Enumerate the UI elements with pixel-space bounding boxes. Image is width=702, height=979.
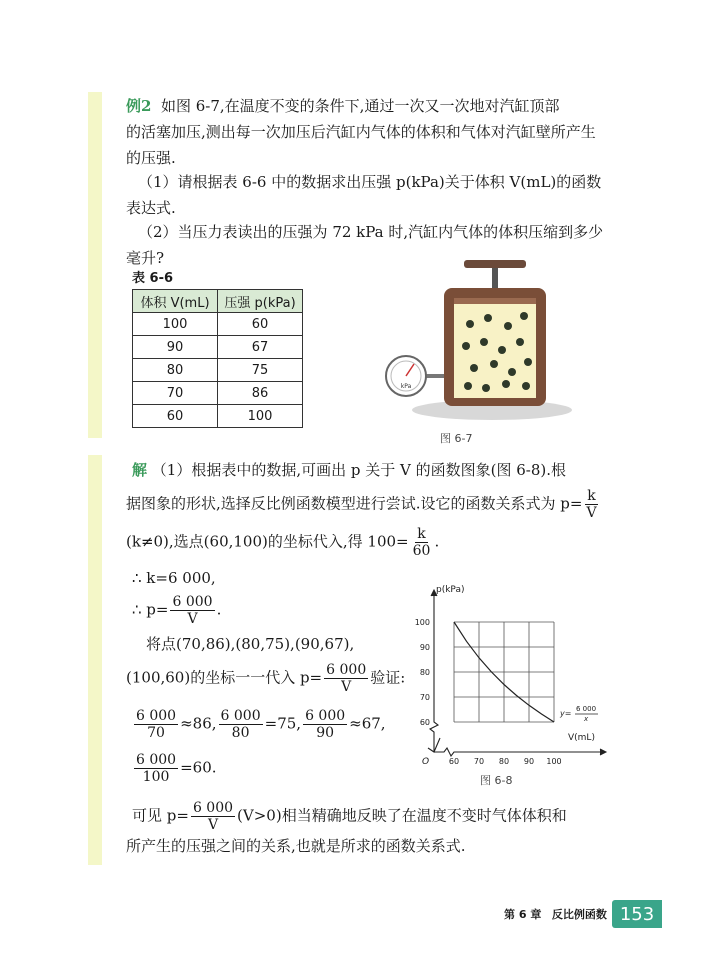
fraction-denominator: 100 [142, 769, 170, 785]
solution-text-8a: 可见 p= [132, 806, 189, 825]
series-label-numerator: 6 000 [576, 705, 597, 713]
solution-line-2 [126, 488, 601, 521]
chart-axes [428, 590, 606, 756]
question-1b [126, 196, 176, 220]
x-axis [434, 748, 606, 756]
table-row [133, 359, 303, 382]
table-cell: 60 [133, 405, 218, 428]
figure-6-8-chart [400, 582, 630, 772]
y-tick-label: 80 [419, 668, 430, 677]
fraction-6000-over-v [170, 594, 214, 627]
solution-label: 解 [132, 461, 148, 479]
fraction-denominator: 90 [316, 725, 335, 741]
table-cell: 60 [218, 313, 303, 336]
y-tick-label: 90 [419, 643, 430, 652]
piston-handle [464, 260, 526, 268]
solution-line-5: ∴ p= $\frac{6 000}{V}$ . [132, 594, 222, 627]
example-label: 例2 [126, 97, 152, 115]
solution-line-4 [132, 566, 216, 590]
question-2b-text: 毫升? [126, 249, 165, 267]
example-line-2 [126, 120, 596, 144]
x-tick-label: 70 [473, 757, 485, 766]
solution-line-10 [132, 800, 567, 833]
solution-text-1: （1）根据表中的数据,可画出 p 关于 V 的函数图象(图 6-8).根 [151, 461, 567, 479]
question-2a-text: （2）当压力表读出的压强为 72 kPa 时,汽缸内气体的体积压缩到多少 [138, 223, 604, 241]
solution-text-2: 据图象的形状,选择反比例函数模型进行尝试.设它的函数关系式为 p= [126, 494, 583, 513]
chart-ticks [415, 618, 562, 766]
data-table [132, 289, 303, 428]
solution-text-9: 所产生的压强之间的关系,也就是所求的函数关系式. [126, 837, 466, 855]
fraction-numerator: 6 000 [136, 752, 177, 768]
chapter-title: 反比例函数 [551, 908, 607, 921]
table-cell: 100 [218, 405, 303, 428]
table-cell: 70 [133, 382, 218, 405]
fraction-k-over-60 [411, 526, 433, 559]
y-tick-label: 100 [414, 618, 430, 627]
series-label-denominator: x [584, 715, 589, 723]
question-1a [138, 170, 601, 194]
result-2: =75, [264, 714, 302, 733]
fraction-denominator: V [187, 611, 198, 627]
fraction-numerator: 6 000 [192, 800, 234, 816]
solution-text-3: (k≠0),选点(60,100)的坐标代入,得 100= [126, 532, 409, 551]
example-line-1 [126, 94, 559, 118]
table-cell: 86 [218, 382, 303, 405]
x-tick-label: 60 [448, 757, 460, 766]
fraction-denominator: V [207, 817, 219, 833]
figure-6-8-caption: 图 6-8 [480, 774, 513, 787]
fraction-numerator: 6 000 [136, 708, 177, 724]
cylinder-illustration [380, 258, 580, 428]
fraction-k-over-v [584, 488, 598, 521]
x-tick-label: 80 [498, 757, 510, 766]
table-row [133, 405, 303, 428]
y-axis-label: p(kPa) [436, 585, 465, 595]
example-line-3 [126, 146, 176, 170]
series-label-prefix: y= [560, 709, 572, 718]
table-cell: 75 [218, 359, 303, 382]
fraction-6000-over-100 [134, 752, 178, 785]
footer-chapter [504, 906, 607, 922]
table-cell: 90 [133, 336, 218, 359]
table-header-volume: 体积 V(mL) [133, 290, 218, 313]
fraction-denominator: 70 [147, 725, 165, 741]
example-text-1: 如图 6-7,在温度不变的条件下,通过一次又一次地对汽缸顶部 [160, 97, 560, 115]
x-tick-label: 100 [546, 757, 562, 766]
fraction-numerator: 6 000 [326, 662, 367, 678]
fraction-6000-over-90 [303, 708, 347, 741]
table-header-pressure: 压强 p(kPa) [218, 290, 303, 313]
table-caption: 表 6-6 [132, 271, 174, 286]
y-tick-label: 70 [419, 693, 430, 702]
fraction-numerator: 6 000 [220, 708, 261, 724]
fraction-6000-over-v-3 [191, 800, 235, 833]
question-2a [138, 220, 603, 244]
result-3: ≈67, [349, 714, 386, 733]
fraction-6000-over-70 [134, 708, 178, 741]
margin-highlight-top [88, 92, 102, 438]
solution-text-6: 将点(70,86),(80,75),(90,67), [146, 635, 355, 653]
piston-plate [454, 298, 536, 304]
table-cell: 67 [218, 336, 303, 359]
example-text-2: 的活塞加压,测出每一次加压后汽缸内气体的体积和气体对汽缸壁所产生 [126, 123, 596, 141]
fraction-6000-over-80 [219, 708, 263, 741]
solution-text-4: ∴ k=6 000, [132, 569, 216, 587]
chart-grid [454, 622, 554, 722]
fraction-denominator: V [586, 505, 597, 521]
fraction-denominator: 60 [412, 543, 431, 559]
x-tick-label: 90 [523, 757, 535, 766]
result-4: =60. [180, 758, 217, 777]
fraction-numerator: 6 000 [172, 594, 213, 610]
y-tick-label: 60 [419, 718, 430, 727]
solution-text-8b: (V>0)相当精确地反映了在温度不变时气体体积和 [237, 806, 567, 825]
solution-line-1 [132, 458, 566, 482]
table-row [133, 336, 303, 359]
y-axis [430, 592, 438, 752]
margin-highlight-bottom [88, 455, 102, 865]
table-row [133, 382, 303, 405]
solution-line-11 [126, 834, 466, 858]
gauge-label: kPa [400, 383, 412, 390]
table-cell: 100 [133, 313, 218, 336]
result-1: ≈86, [180, 714, 217, 733]
fraction-denominator: 80 [231, 725, 250, 741]
solution-line-7 [126, 662, 405, 695]
table-cell: 80 [133, 359, 218, 382]
solution-line-3: (k≠0),选点(60,100)的坐标代入,得 100= $\frac{k}{60}$ . [126, 526, 440, 559]
chapter-number: 第 6 章 [504, 908, 542, 921]
figure-6-7-caption: 图 6-7 [440, 432, 473, 445]
solution-line-9 [132, 752, 217, 785]
page-number: 153 [612, 900, 662, 928]
fraction-numerator: k [417, 526, 426, 542]
solution-line-8 [132, 708, 386, 741]
example-text-3: 的压强. [126, 149, 176, 167]
fraction-6000-over-v-2 [324, 662, 368, 695]
solution-text-5: ∴ p= [132, 600, 169, 619]
question-1a-text: （1）请根据表 6-6 中的数据求出压强 p(kPa)关于体积 V(mL)的函数 [138, 173, 602, 191]
solution-text-7b: 验证: [370, 668, 406, 687]
fraction-numerator: 6 000 [305, 708, 346, 724]
question-1b-text: 表达式. [126, 199, 176, 217]
solution-line-6 [146, 632, 354, 656]
fraction-denominator: V [341, 679, 352, 695]
x-axis-arrow [600, 749, 606, 755]
x-axis-label: V(mL) [568, 733, 595, 743]
solution-text-7a: (100,60)的坐标一一代入 p= [126, 668, 323, 687]
table-row [133, 313, 303, 336]
origin-label: O [422, 757, 430, 767]
fraction-numerator: k [587, 488, 596, 504]
